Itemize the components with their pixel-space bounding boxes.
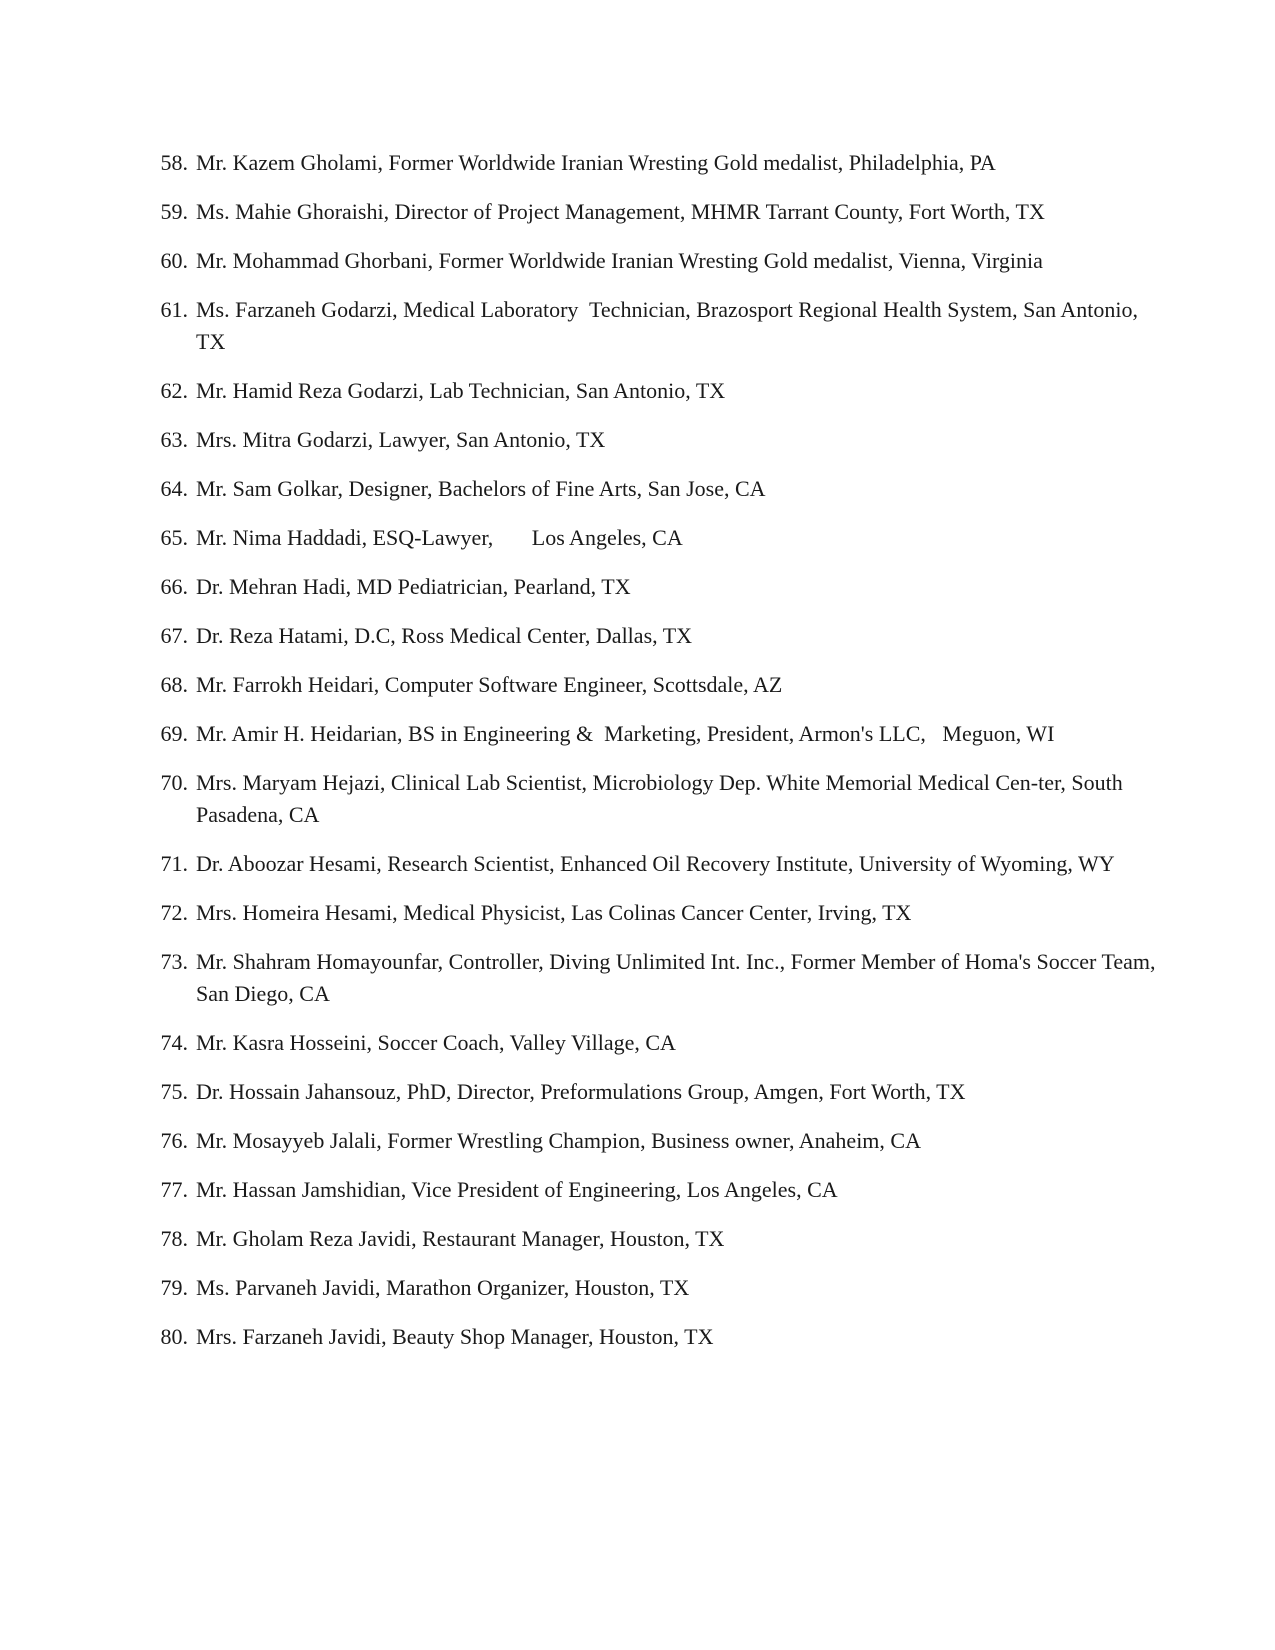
list-item bbox=[146, 848, 1156, 880]
item-text: Mr. Mosayyeb Jalali, Former Wrestling Champion, Business owner, Anaheim, CA bbox=[196, 1128, 921, 1153]
list-item bbox=[146, 1223, 1156, 1255]
item-number: 60. bbox=[160, 248, 188, 273]
item-text: Mr. Kazem Gholami, Former Worldwide Iranian Wresting Gold medalist, Philadelphia, PA bbox=[196, 150, 996, 175]
list-item bbox=[146, 767, 1156, 831]
item-number: 65. bbox=[160, 525, 188, 550]
item-text: Mr. Hamid Reza Godarzi, Lab Technician, San Antonio, TX bbox=[196, 378, 726, 403]
list-item bbox=[146, 196, 1156, 228]
item-number: 68. bbox=[160, 672, 188, 697]
list-item bbox=[146, 897, 1156, 929]
item-text: Mr. Shahram Homayounfar, Controller, Diving Unlimited Int. Inc., Former Member of Homa's Soccer Team, San Diego, CA bbox=[196, 949, 1161, 1006]
list-item bbox=[146, 1272, 1156, 1304]
item-text: Mr. Amir H. Heidarian, BS in Engineering & Marketing, President, Armon's LLC, Meguon, WI bbox=[196, 721, 1055, 746]
item-text: Mr. Gholam Reza Javidi, Restaurant Manager, Houston, TX bbox=[196, 1226, 725, 1251]
item-text: Dr. Aboozar Hesami, Research Scientist, Enhanced Oil Recovery Institute, University of Wyoming, WY bbox=[196, 851, 1115, 876]
item-text: Ms. Parvaneh Javidi, Marathon Organizer, Houston, TX bbox=[196, 1275, 690, 1300]
list-item bbox=[146, 1174, 1156, 1206]
item-text: Ms. Mahie Ghoraishi, Director of Project Management, MHMR Tarrant County, Fort Worth, TX bbox=[196, 199, 1045, 224]
list-item bbox=[146, 1125, 1156, 1157]
item-number: 71. bbox=[160, 851, 188, 876]
item-number: 72. bbox=[160, 900, 188, 925]
item-number: 79. bbox=[160, 1275, 188, 1300]
item-number: 61. bbox=[160, 297, 188, 322]
item-number: 76. bbox=[160, 1128, 188, 1153]
item-text: Mr. Sam Golkar, Designer, Bachelors of Fine Arts, San Jose, CA bbox=[196, 476, 766, 501]
item-number: 67. bbox=[160, 623, 188, 648]
list-item bbox=[146, 669, 1156, 701]
item-number: 80. bbox=[160, 1324, 188, 1349]
list-item bbox=[146, 571, 1156, 603]
item-text: Mrs. Farzaneh Javidi, Beauty Shop Manager, Houston, TX bbox=[196, 1324, 714, 1349]
item-number: 74. bbox=[160, 1030, 188, 1055]
item-text: Mrs. Homeira Hesami, Medical Physicist, Las Colinas Cancer Center, Irving, TX bbox=[196, 900, 912, 925]
item-number: 69. bbox=[160, 721, 188, 746]
item-text: Ms. Farzaneh Godarzi, Medical Laboratory Technician, Brazosport Regional Health System, San Antonio, TX bbox=[196, 297, 1144, 354]
list-item bbox=[146, 1076, 1156, 1108]
item-text: Mr. Farrokh Heidari, Computer Software Engineer, Scottsdale, AZ bbox=[196, 672, 783, 697]
item-text: Mr. Kasra Hosseini, Soccer Coach, Valley Village, CA bbox=[196, 1030, 676, 1055]
item-number: 64. bbox=[160, 476, 188, 501]
list-item bbox=[146, 473, 1156, 505]
list-item bbox=[146, 1027, 1156, 1059]
list-item bbox=[146, 147, 1156, 179]
signatory-list bbox=[146, 147, 1161, 1370]
list-item bbox=[146, 245, 1156, 277]
list-item bbox=[146, 424, 1156, 456]
item-text: Mr. Mohammad Ghorbani, Former Worldwide Iranian Wresting Gold medalist, Vienna, Virginia bbox=[196, 248, 1043, 273]
list-item bbox=[146, 294, 1156, 358]
item-number: 62. bbox=[160, 378, 188, 403]
item-text: Dr. Reza Hatami, D.C, Ross Medical Center, Dallas, TX bbox=[196, 623, 693, 648]
item-number: 73. bbox=[160, 949, 188, 974]
item-text: Mr. Nima Haddadi, ESQ-Lawyer, Los Angeles, CA bbox=[196, 525, 683, 550]
item-text: Dr. Mehran Hadi, MD Pediatrician, Pearland, TX bbox=[196, 574, 631, 599]
item-text: Mr. Hassan Jamshidian, Vice President of Engineering, Los Angeles, CA bbox=[196, 1177, 838, 1202]
list-item bbox=[146, 946, 1161, 1010]
item-number: 58. bbox=[160, 150, 188, 175]
item-text: Mrs. Maryam Hejazi, Clinical Lab Scientist, Microbiology Dep. White Memorial Medical Cen-ter, South Pasadena, CA bbox=[196, 770, 1129, 827]
item-number: 59. bbox=[160, 199, 188, 224]
list-item bbox=[146, 1321, 1156, 1353]
item-number: 63. bbox=[160, 427, 188, 452]
list-item bbox=[146, 620, 1156, 652]
item-number: 77. bbox=[160, 1177, 188, 1202]
item-number: 66. bbox=[160, 574, 188, 599]
item-number: 70. bbox=[160, 770, 188, 795]
item-number: 75. bbox=[160, 1079, 188, 1104]
list-item bbox=[146, 718, 1156, 750]
item-number: 78. bbox=[160, 1226, 188, 1251]
list-item bbox=[146, 375, 1156, 407]
item-text: Mrs. Mitra Godarzi, Lawyer, San Antonio, TX bbox=[196, 427, 606, 452]
list-item bbox=[146, 522, 1156, 554]
item-text: Dr. Hossain Jahansouz, PhD, Director, Preformulations Group, Amgen, Fort Worth, TX bbox=[196, 1079, 966, 1104]
